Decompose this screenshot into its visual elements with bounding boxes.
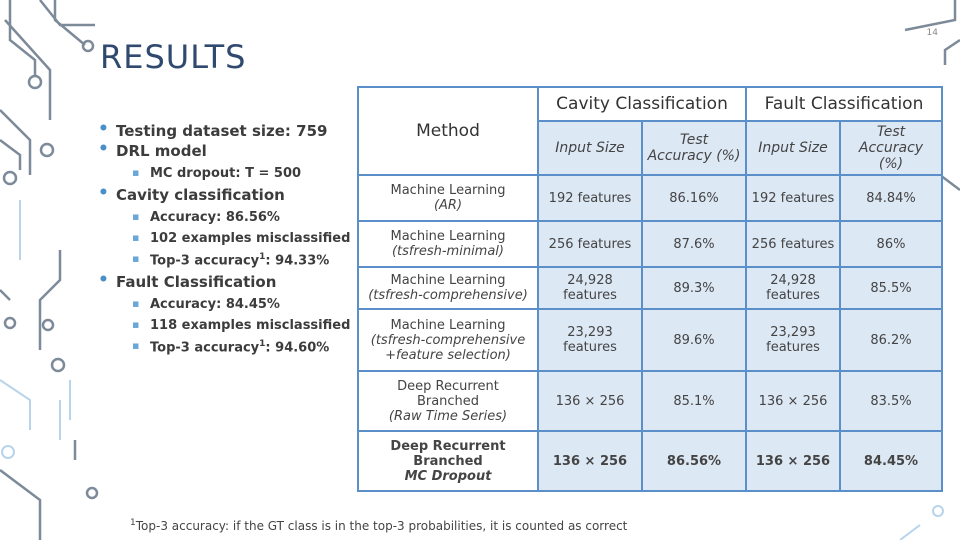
fault-top3-label: Top-3 accuracy bbox=[150, 340, 260, 356]
bullet-fault-top3 bbox=[96, 339, 356, 355]
table-row bbox=[358, 175, 942, 221]
cavity-top3-label: Top-3 accuracy bbox=[150, 253, 260, 269]
footnote bbox=[130, 518, 627, 533]
method-cell: Deep Recurrent Branched MC Dropout bbox=[358, 431, 538, 491]
table-row bbox=[358, 221, 942, 267]
bullet-fault-classification: • Fault Classification bbox=[96, 273, 356, 291]
page-title: RESULTS bbox=[100, 38, 247, 76]
fault-accuracy-cell: 85.5% bbox=[840, 267, 942, 309]
fault-test-accuracy-header: Test Accuracy (%) bbox=[840, 121, 942, 175]
cavity-header: Cavity Classification bbox=[538, 87, 746, 121]
bullet-testing-size: • Testing dataset size: 759 bbox=[96, 122, 356, 140]
bullet-fault-accuracy: ▪ Accuracy: 84.45% bbox=[96, 297, 356, 312]
fault-input-cell: 136 × 256 bbox=[746, 371, 840, 431]
fault-input-cell: 24,928 features bbox=[746, 267, 840, 309]
fault-header: Fault Classification bbox=[746, 87, 942, 121]
summary-bullets bbox=[96, 120, 356, 361]
method-cell: Machine Learning (AR) bbox=[358, 175, 538, 221]
method-cell: Machine Learning (tsfresh-comprehensive +feature selection) bbox=[358, 309, 538, 371]
bullet-cavity-classification: • Cavity classification bbox=[96, 186, 356, 204]
fault-input-cell: 256 features bbox=[746, 221, 840, 267]
bullet-drl-model: • DRL model bbox=[96, 142, 356, 160]
fault-input-cell: 23,293 features bbox=[746, 309, 840, 371]
cavity-accuracy-cell: 89.3% bbox=[642, 267, 746, 309]
fault-accuracy-cell: 84.84% bbox=[840, 175, 942, 221]
fault-input-cell: 192 features bbox=[746, 175, 840, 221]
cavity-input-cell: 136 × 256 bbox=[538, 371, 642, 431]
footnote-mark: 1 bbox=[259, 252, 266, 262]
fault-input-size-header: Input Size bbox=[746, 121, 840, 175]
footnote-text: Top-3 accuracy: if the GT class is in the top-3 probabilities, it is counted as correct bbox=[135, 519, 628, 533]
method-header: Method bbox=[358, 87, 538, 175]
slide-number: 14 bbox=[926, 28, 938, 38]
fault-accuracy-cell: 86.2% bbox=[840, 309, 942, 371]
bullet-cavity-accuracy: ▪ Accuracy: 86.56% bbox=[96, 210, 356, 225]
cavity-input-cell: 256 features bbox=[538, 221, 642, 267]
cavity-input-size-header: Input Size bbox=[538, 121, 642, 175]
fault-accuracy-cell: 83.5% bbox=[840, 371, 942, 431]
table-row bbox=[358, 431, 942, 491]
table-row bbox=[358, 267, 942, 309]
cavity-test-accuracy-header: Test Accuracy (%) bbox=[642, 121, 746, 175]
fault-top3-value: : 94.60% bbox=[265, 340, 330, 356]
fault-accuracy-cell: 86% bbox=[840, 221, 942, 267]
cavity-accuracy-cell: 86.16% bbox=[642, 175, 746, 221]
cavity-input-cell: 24,928 features bbox=[538, 267, 642, 309]
bullet-fault-misclassified: ▪ 118 examples misclassified bbox=[96, 318, 356, 333]
footnote-mark: 1 bbox=[259, 339, 266, 350]
fault-accuracy-cell: 84.45% bbox=[840, 431, 942, 491]
cavity-accuracy-cell: 85.1% bbox=[642, 371, 746, 431]
fault-input-cell: 136 × 256 bbox=[746, 431, 840, 491]
bullet-cavity-top3 bbox=[96, 252, 356, 268]
bullet-mc-dropout: ▪ MC dropout: T = 500 bbox=[96, 166, 356, 181]
method-cell: Deep Recurrent Branched (Raw Time Series) bbox=[358, 371, 538, 431]
table-row bbox=[358, 371, 942, 431]
cavity-accuracy-cell: 87.6% bbox=[642, 221, 746, 267]
cavity-accuracy-cell: 89.6% bbox=[642, 309, 746, 371]
bullet-cavity-misclassified: ▪ 102 examples misclassified bbox=[96, 231, 356, 246]
cavity-accuracy-cell: 86.56% bbox=[642, 431, 746, 491]
method-cell: Machine Learning (tsfresh-minimal) bbox=[358, 221, 538, 267]
results-table bbox=[357, 86, 943, 492]
method-cell: Machine Learning (tsfresh-comprehensive) bbox=[358, 267, 538, 309]
footnote-mark: 1 bbox=[130, 518, 136, 528]
table-row bbox=[358, 309, 942, 371]
cavity-input-cell: 23,293 features bbox=[538, 309, 642, 371]
cavity-input-cell: 136 × 256 bbox=[538, 431, 642, 491]
cavity-input-cell: 192 features bbox=[538, 175, 642, 221]
cavity-top3-value: : 94.33% bbox=[265, 253, 330, 269]
